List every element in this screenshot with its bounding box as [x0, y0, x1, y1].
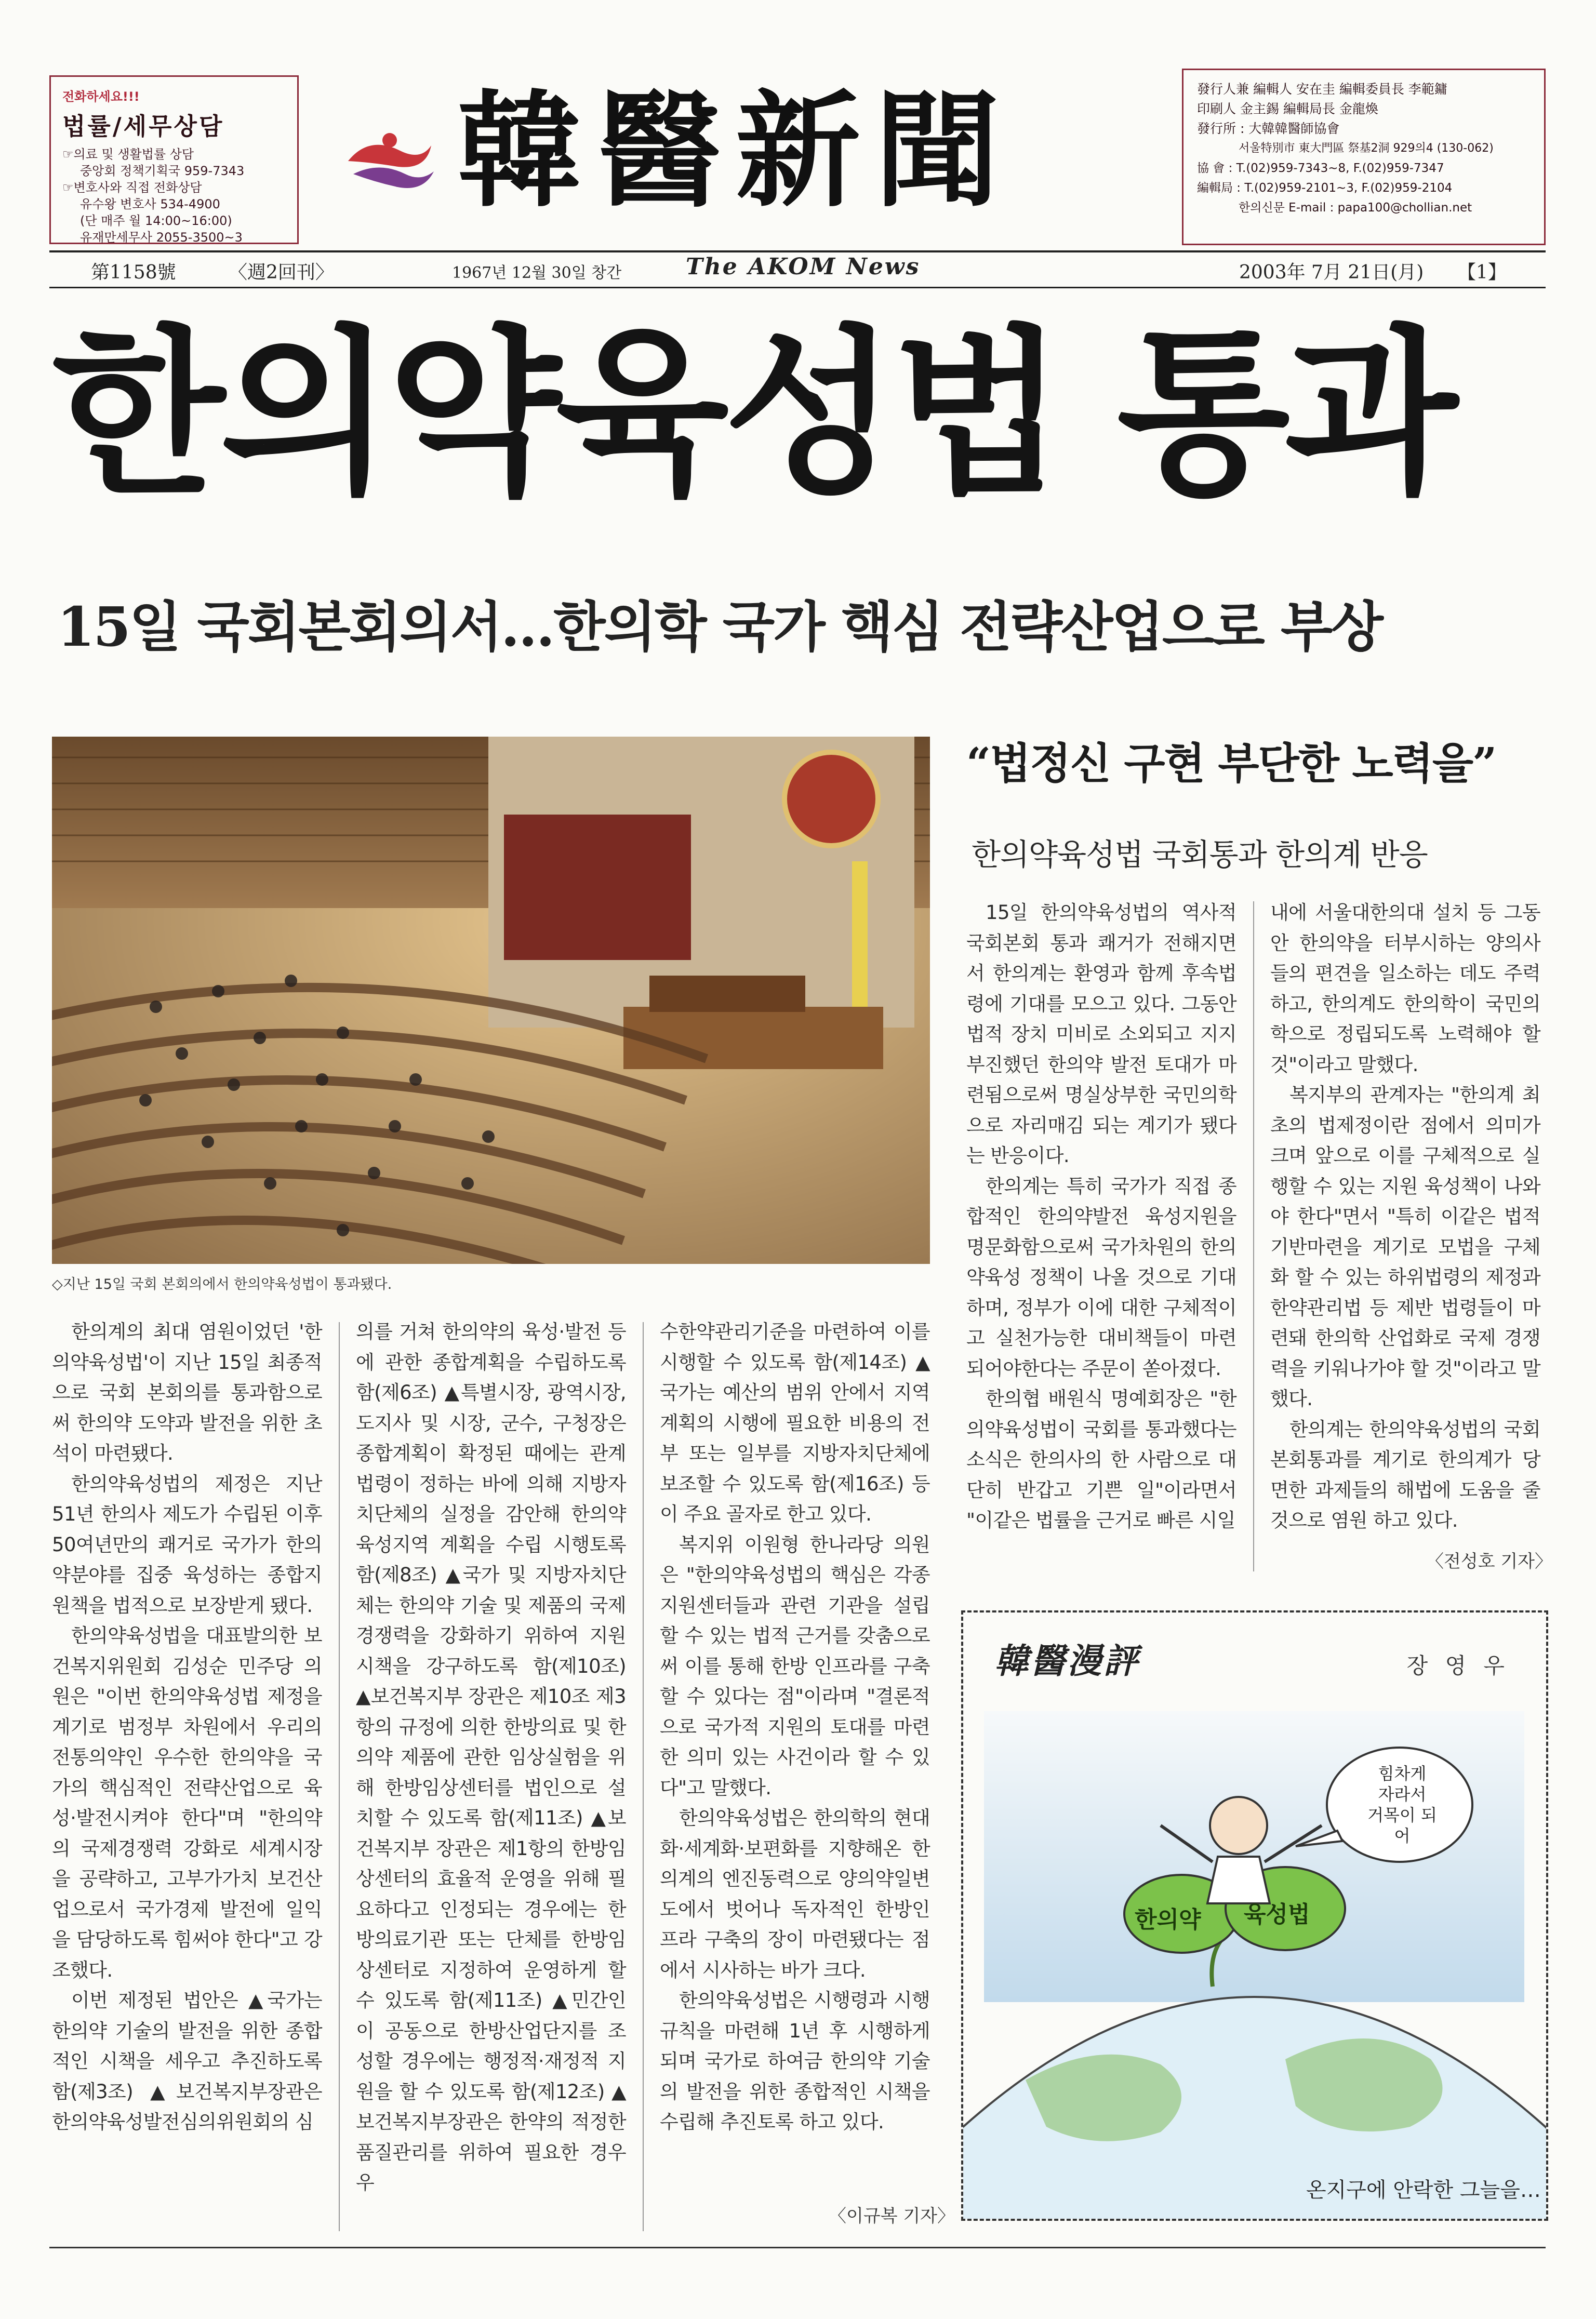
publisher-line: 協 會 : T.(02)959-7343~8, F.(02)959-7347: [1197, 162, 1444, 175]
consult-line: ☞변호사와 직접 전화상담: [62, 180, 202, 195]
english-title: The AKOM News: [686, 254, 921, 280]
publisher-line: 서울特別市 東大門區 祭基2洞 929의4 (130-062): [1239, 142, 1494, 155]
paragraph: 한의계는 특히 국가가 직접 종합적인 한의약발전 육성지원을 명문화함으로써 국가차원의 한의약육성 정책이 나올 것으로 기대하며, 정부가 이에 대한 구체적이고 실천가능한 대비책들이 마련되어야한다는 주문이 쏟아졌다.: [966, 1175, 1236, 1380]
paragraph: 한의약육성법은 한의학의 현대화·세계화·보편화를 지향해온 한의계의 엔진동력으로 양의약일변도에서 벗어나 독자적인 한방인프라 구축의 장이 마련됐다는 점에서 시사하는 바가 크다.: [660, 1807, 930, 1981]
association-logo: [338, 125, 442, 197]
consult-lead: 전화하세요!!!: [62, 89, 140, 104]
speech-line: 힘차게: [1378, 1764, 1427, 1783]
paragraph: 의를 거쳐 한의약의 육성·발전 등에 관한 종합계획을 수립하도록 함(제6조) ▲특별시장, 광역시장, 도지사 및 시장, 군수, 구청장은 종합계획이 확정된 때에는 관계법령이 정하는 바에 의해 지방자치단체의 실정을 감안해 한의약육성지역 계획을 수립 시행토록 함(제8조) ▲국가 및 지방자치단체는 한의약 기술 및 제품의 국제경쟁력을 강화하기 위하여 지원시책을 강구하도록 함(제10조) ▲보건복지부 장관은 제10조 제3항의 규정에 의한 한방의료 및 한의약 제품에 관한 임상실험을 위해 한방임상센터를 법인으로 설치할 수 있도록 함(제11조) ▲보건복지부 장관은 제1항의 한방임상센터의 효율적 운영을 위해 필요하다고 인정되는 경우에는 한방의료기관 또는 단체를 한방임상센터로 지정하여 운영하게 할 수 있도록 함(제11조) ▲민간인이 공동으로 한방산업단지를 조성할 경우에는 행정적·재정적 지원을 할 수 있도록 함(제12조) ▲보건복지부장관은 한약의 적정한 품질관리를 위하여 필요한 경우 우: [356, 1321, 626, 2194]
paragraph: 한의약육성법을 대표발의한 보건복지위원회 김성순 민주당 의원은 "이번 한의약육성법 제정을 계기로 범정부 차원에서 우리의 전통의약인 우수한 한의약을 국가의 핵심적인 전략산업으로 육성·발전시켜야 한다"며 "한의약의 국제경쟁력 강화로 세계시장을 공략하고, 고부가가치 보건산업으로서 국가경제 발전에 일익을 담당하도록 힘써야 한다"고 강조했다.: [52, 1624, 322, 1981]
sub-headline: 15일 국회본회의서…한의학 국가 핵심 전략산업으로 부상: [57, 595, 1382, 659]
paragraph: 한의협 배원식 명예회장은 "한의약육성법이 국회를 통과했다는 소식은 한의사의 한 사람으로 대단히 반갑고 기쁜 일"이라면서 "이같은 법률을 근거로 빠른 시일: [966, 1388, 1236, 1531]
issue-number: 第1158號: [91, 262, 176, 283]
publisher-info-box: [1182, 69, 1546, 245]
paragraph: 한의약육성법의 제정은 지난 51년 한의사 제도가 수립된 이후 50여년만의 쾌거로 국가가 한의약분야를 집중 육성하는 종합지원책을 법적으로 보장받게 됐다.: [52, 1472, 322, 1617]
publisher-line: 編輯局 : T.(02)959-2101~3, F.(02)959-2104: [1197, 181, 1453, 195]
paragraph: 내에 서울대한의대 설치 등 그동안 한의약을 터부시하는 양의사들의 편견을 일소하는 데도 주력하고, 한의계도 한의학이 국민의학으로 정립되도록 노력해야 할 것"이라고 말했다.: [1270, 901, 1540, 1076]
newspaper-title: 韓醫新聞: [457, 77, 1014, 224]
consult-line: 유수왕 변호사 534-4900: [80, 197, 220, 211]
speech-line: 거목이 되어: [1367, 1805, 1437, 1846]
publisher-line: 印刷人 金主錫 編輯局長 金龍煥: [1197, 101, 1378, 116]
side-article-subtitle: 한의약육성법 국회통과 한의계 반응: [972, 837, 1428, 872]
cartoon-bottom-text: 온지구에 안락한 그늘을…: [1306, 2178, 1541, 2202]
consult-line: (단 매주 월 14:00~16:00): [80, 214, 232, 228]
consult-line: ☞의료 및 생활법률 상담: [62, 147, 194, 162]
paragraph: 복지위 이원형 한나라당 의원은 "한의약육성법의 핵심은 각종 지원센터들과 관련 기관을 설립할 수 있는 법적 근거를 갖춤으로써 이를 통해 한방 인프라를 구축할 수 있다는 점"이라며 "결론적으로 국가적 지원의 토대를 마련한 의미 있는 사건이라 할 수 있다"고 말했다.: [660, 1533, 930, 1799]
side-article-title: “법정신 구현 부단한 노력을”: [966, 739, 1496, 789]
bottom-rule: [49, 287, 1546, 288]
editorial-cartoon: [961, 1610, 1548, 2221]
paragraph: 한의계의 최대 염원이었던 '한의약육성법'이 지난 15일 최종적으로 국회 본회의를 통과함으로써 한의약 도약과 발전을 위한 초석이 마련됐다.: [52, 1321, 322, 1464]
top-rule: [49, 250, 1546, 252]
legal-tax-consult-box: [49, 75, 299, 244]
consult-line: 유재만세무사 2055-3500~3: [80, 230, 243, 245]
national-assembly-photo: [52, 737, 930, 1264]
paragraph: 한의계는 한의약육성법의 국회본회통과를 계기로 한의계가 당면한 과제들의 해법에 도움을 줄 것으로 염원 하고 있다.: [1270, 1418, 1540, 1531]
main-article-column-2: [356, 1317, 626, 2198]
photo-caption: ◇지난 15일 국회 본회의에서 한의약육성법이 통과됐다.: [52, 1276, 392, 1292]
cartoon-speech-bubble: [1363, 1763, 1441, 1846]
column-divider: [339, 1322, 340, 2231]
publish-frequency: 〈週2回刊〉: [229, 262, 334, 283]
column-divider: [643, 1322, 644, 2231]
paragraph: 15일 한의약육성법의 역사적 국회본회 통과 쾌거가 전해지면서 한의계는 환영과 함께 후속법령에 기대를 모으고 있다. 그동안 법적 장치 미비로 소외되고 지지부진했던 한의약 발전 토대가 마련됨으로써 명실상부한 국민의학으로 자리매김 되는 계기가 됐다는 반응이다.: [966, 901, 1236, 1167]
paragraph: 수한약관리기준을 마련하여 이를 시행할 수 있도록 함(제14조) ▲국가는 예산의 범위 안에서 지역계획의 시행에 필요한 비용의 전부 또는 일부를 지방자치단체에 보조할 수 있도록 함(제16조) 등이 주요 골자로 한고 있다.: [660, 1321, 930, 1525]
publisher-line: 한의신문 E-mail : papa100@chollian.net: [1239, 201, 1472, 215]
side-article-byline: 〈전성호 기자〉: [1426, 1551, 1553, 1572]
main-article-column-1: [52, 1317, 322, 2138]
founded-date: 1967년 12월 30일 창간: [452, 264, 622, 282]
paragraph: 한의약육성법은 시행령과 시행규칙을 마련해 1년 후 시행하게 되며 국가로 하여금 한의약 기술의 발전을 위한 종합적인 시책을 수립해 추진토록 하고 있다.: [660, 1989, 930, 2133]
column-divider: [1253, 901, 1254, 1571]
speech-line: 자라서: [1378, 1784, 1427, 1804]
cartoon-leaf-left: 한의약: [1135, 1907, 1201, 1933]
cartoon-leaf-right: 육성법: [1244, 1901, 1310, 1928]
cartoon-title: 韓醫漫評: [994, 1641, 1140, 1681]
main-article-column-3: [660, 1317, 930, 2138]
page-bottom-rule: [49, 2247, 1546, 2248]
side-article-column-2: [1270, 898, 1540, 1536]
main-article-byline: 〈이규복 기자〉: [829, 2206, 955, 2227]
cartoon-author: 장 영 우: [1406, 1653, 1510, 1678]
publisher-line: 發行所 : 大韓韓醫師協會: [1197, 121, 1340, 136]
side-article-column-1: [966, 898, 1236, 1536]
consult-line: 중앙회 정책기획국 959-7343: [80, 164, 245, 178]
consult-title: 법률/세무상담: [62, 112, 224, 140]
paragraph: 이번 제정된 법안은 ▲국가는 한의약 기술의 발전을 위한 종합적인 시책을 세우고 추진하도록 함(제3조) ▲보건복지부장관은 한의약육성발전심의위원회의 심: [52, 1989, 322, 2133]
publisher-line: 發行人兼 編輯人 安在圭 編輯委員長 李範鏞: [1197, 82, 1447, 97]
paragraph: 복지부의 관계자는 "한의계 최초의 법제정이란 점에서 의미가 크며 앞으로 이를 구체적으로 실행할 수 있는 지원 육성책이 나와야 한다"면서 "특히 이같은 법적 기반마련을 계기로 모법을 구체화 할 수 있는 하위법령의 제정과 한약관리법 등 제반 법령들이 마련돼 한의학 산업화로 국제 경쟁력을 키워나가야 할 것"이라고 말했다.: [1270, 1084, 1540, 1410]
page-number: 【1】: [1457, 262, 1507, 283]
main-headline: 한의약육성법 통과: [52, 310, 1453, 518]
issue-date: 2003年 7月 21日(月): [1239, 262, 1424, 283]
